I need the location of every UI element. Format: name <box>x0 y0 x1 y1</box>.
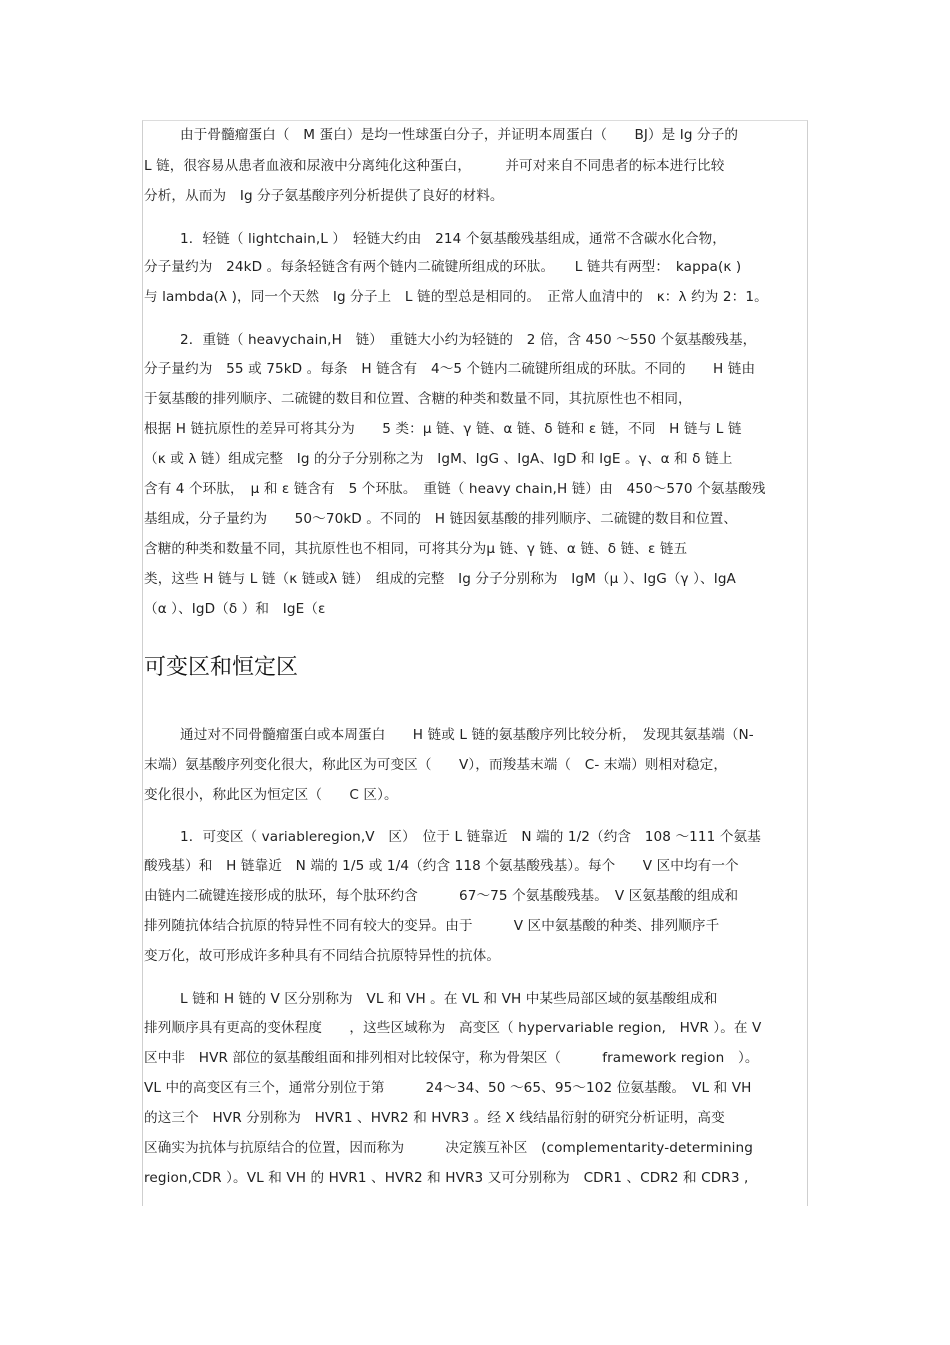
text-line: 2．重链（ heavychain,H 链） 重链大小约为轻链的 2 倍，含 450 ～550 个氨基酸残基， <box>180 332 757 348</box>
text-line: 的这三个 HVR 分别称为 HVR1 、HVR2 和 HVR3 。经 X 线结晶衍射的研究分析证明，高变 <box>144 1110 725 1126</box>
text-line: 分子量约为 55 或 75kD 。每条 H 链含有 4～5 个链内二硫键所组成的环肽。不同的 H 链由 <box>144 361 756 377</box>
text-line: 由于骨髓瘤蛋白（ M 蛋白）是均一性球蛋白分子，并证明本周蛋白（ BJ）是 Ig 分子的 <box>180 127 739 143</box>
text-line: L 链，很容易从患者血液和尿液中分离纯化这种蛋白， 并可对来自不同患者的标本进行比较 <box>144 158 725 174</box>
text-line: 区中非 HVR 部位的氨基酸组面和排列相对比较保守，称为骨架区（ framework region ）。 <box>144 1050 759 1066</box>
text-line: 根据 H 链抗原性的差异可将其分为 5 类：μ 链、γ 链、α 链、δ 链和 ε 链，不同 H 链与 L 链 <box>144 421 742 437</box>
text-line: 1．可变区（ variableregion,V 区） 位于 L 链靠近 N 端的 1/2（约含 108 ～111 个氨基 <box>180 829 761 845</box>
text-line: 变万化，故可形成许多种具有不同结合抗原特异性的抗体。 <box>144 948 501 964</box>
text-line: 变化很小，称此区为恒定区（ C 区）。 <box>144 787 398 803</box>
text-line: 于氨基酸的排列顺序、二硫键的数目和位置、含糖的种类和数量不同，其抗原性也不相同， <box>144 391 692 407</box>
text-line: 分析，从而为 Ig 分子氨基酸序列分析提供了良好的材料。 <box>144 188 504 204</box>
text-line: 区确实为抗体与抗原结合的位置，因而称为 决定簇互补区 (complementarity-determining <box>144 1140 753 1156</box>
text-line: 排列顺序具有更高的变休程度 ，这些区域称为 高变区（ hypervariable region, HVR ）。在 V <box>144 1020 762 1036</box>
text-line: VL 中的高变区有三个，通常分别位于第 24～34、50 ～65、95～102 位氨基酸。 VL 和 VH <box>144 1080 752 1096</box>
text-line: 含糖的种类和数量不同，其抗原性也不相同，可将其分为μ 链、γ 链、α 链、δ 链、ε 链五 <box>144 541 688 557</box>
text-line: 基组成，分子量约为 50～70kD 。不同的 H 链因氨基酸的排列顺序、二硫键的数目和位置、 <box>144 511 738 527</box>
text-line: 通过对不同骨髓瘤蛋白或本周蛋白 H 链或 L 链的氨基酸序列比较分析， 发现其氨基端（N- <box>180 727 754 743</box>
text-line: 1．轻链（ lightchain,L ） 轻链大约由 214 个氨基酸残基组成，通常不含碳水化合物， <box>180 231 726 247</box>
text-line: 类，这些 H 链与 L 链（κ 链或λ 链） 组成的完整 Ig 分子分别称为 IgM（μ ）、IgG（γ ）、IgA <box>144 571 736 587</box>
text-line: 末端）氨基酸序列变化很大，称此区为可变区（ V），而羧基末端（ C- 末端）则相对稳定， <box>144 757 728 773</box>
text-line: 排列随抗体结合抗原的特异性不同有较大的变异。由于 V 区中氨基酸的种类、排列顺序千 <box>144 918 720 934</box>
text-line: L 链和 H 链的 V 区分别称为 VL 和 VH 。在 VL 和 VH 中某些局部区域的氨基酸组成和 <box>180 991 718 1007</box>
text-line: 由链内二硫键连接形成的肽环，每个肽环约含 67～75 个氨基酸残基。 V 区氨基酸的组成和 <box>144 888 739 904</box>
text-line: （κ 或 λ 链）组成完整 Ig 的分子分别称之为 IgM、IgG 、IgA、IgD 和 IgE 。γ、α 和 δ 链上 <box>144 451 733 467</box>
section-heading: 可变区和恒定区 <box>144 655 299 680</box>
text-line: region,CDR ）。VL 和 VH 的 HVR1 、HVR2 和 HVR3 又可分别称为 CDR1 、CDR2 和 CDR3 , <box>144 1170 749 1186</box>
text-line: 与 lambda(λ )，同一个天然 Ig 分子上 L 链的型总是相同的。 正常人血清中的 κ：λ 约为 2：1。 <box>144 289 768 305</box>
text-line: 酸残基）和 H 链靠近 N 端的 1/5 或 1/4（约含 118 个氨基酸残基）。每个 V 区中均有一个 <box>144 858 739 874</box>
text-line: （α ）、IgD（δ ）和 IgE（ε <box>144 601 326 617</box>
text-line: 含有 4 个环肽， μ 和 ε 链含有 5 个环肽。 重链（ heavy chain,H 链）由 450～570 个氨基酸残 <box>144 481 766 497</box>
text-line: 分子量约为 24kD 。每条轻链含有两个链内二硫键所组成的环肽。 L 链共有两型： kappa(κ ) <box>144 259 742 275</box>
